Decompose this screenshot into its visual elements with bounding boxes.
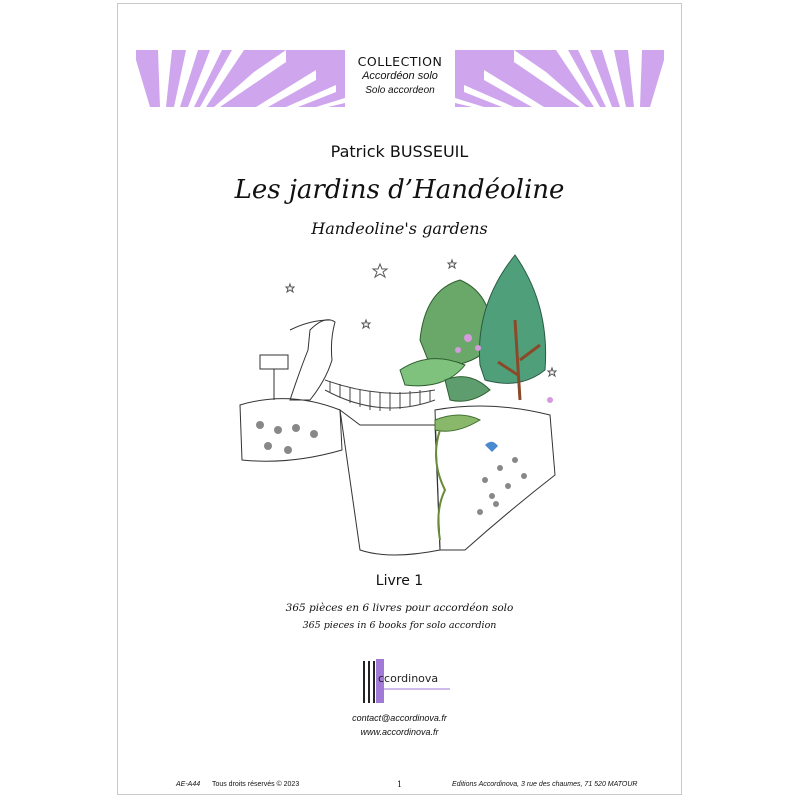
contact-email[interactable]: contact@accordinova.fr <box>352 713 447 723</box>
contact-website[interactable]: www.accordinova.fr <box>360 727 439 737</box>
page-number: 1 <box>397 780 403 789</box>
collection-line-en: Solo accordeon <box>365 85 435 96</box>
footer-publisher: Editions Accordinova, 3 rue des chaumes, 71 520 MATOUR <box>452 781 638 788</box>
collection-label-box <box>345 50 455 107</box>
footer-code: AE-A44 <box>176 781 201 788</box>
collection-banner <box>136 50 664 107</box>
collection-title: COLLECTION <box>357 54 443 69</box>
description-en: 365 pieces in 6 books for solo accordion <box>302 620 497 631</box>
publisher-logo-text: ccordinova <box>378 672 439 685</box>
description-fr: 365 pièces en 6 livres pour accordéon solo <box>285 602 514 614</box>
book-subtitle: Handeoline's gardens <box>311 219 488 238</box>
collection-line-fr: Accordéon solo <box>362 70 438 82</box>
footer-rights: Tous droits réservés © 2023 <box>211 781 300 788</box>
garden-illustration-icon <box>230 250 570 565</box>
book-number: Livre 1 <box>375 573 424 589</box>
author-name: Patrick BUSSEUIL <box>330 142 469 161</box>
book-title: Les jardins d’Handéoline <box>234 175 565 205</box>
footer-left <box>176 781 299 788</box>
